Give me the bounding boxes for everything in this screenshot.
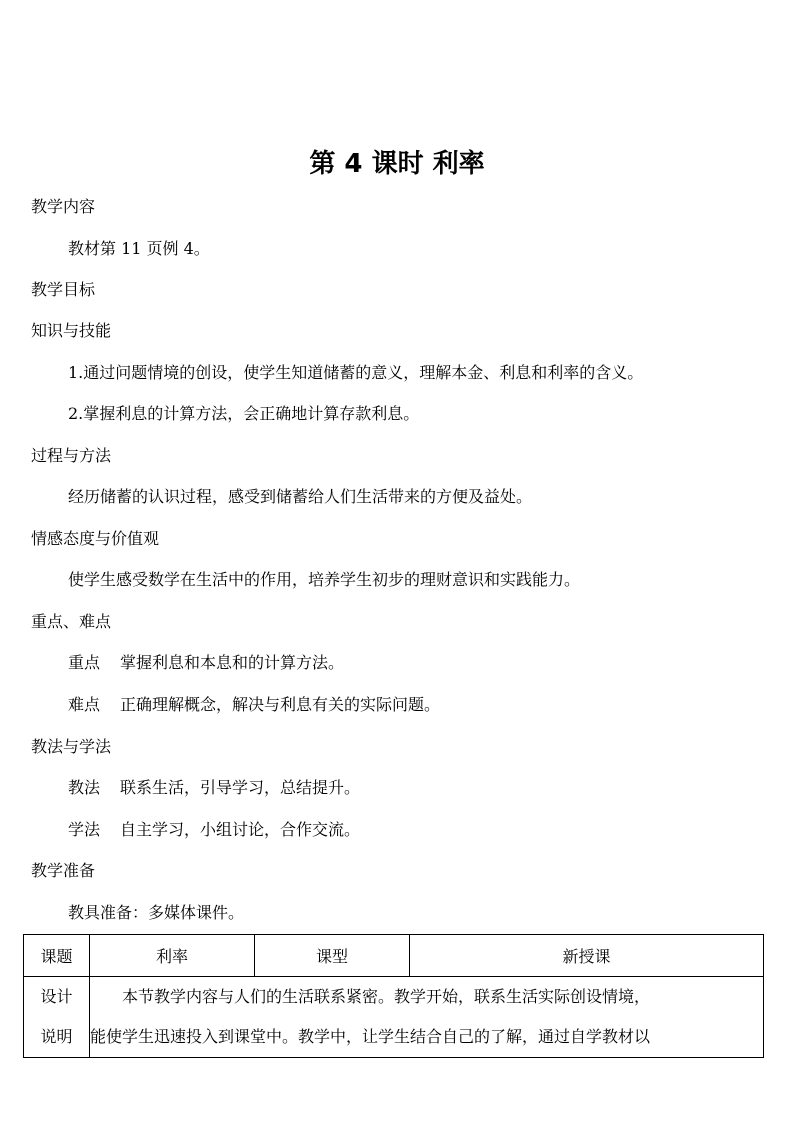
design-note-label-line-2: 说明 [40,1027,73,1046]
type-value-cell: 新授课 [410,935,764,977]
difficult-point-label: 难点 [68,695,101,714]
heading-teaching-preparation: 教学准备 [31,861,96,880]
learning-method-label: 学法 [68,820,101,839]
design-note-label-cell [24,977,90,1058]
teaching-method-text: 联系生活，引导学习，总结提升。 [120,778,361,797]
knowledge-item-2: 2.掌握利息的计算方法，会正确地计算存款利息。 [68,404,420,423]
learning-method-text: 自主学习，小组讨论，合作交流。 [120,820,361,839]
heading-teaching-learning-methods: 教法与学法 [31,737,112,756]
table-row [24,977,764,1058]
difficult-point-line [68,693,440,717]
type-label-cell: 课型 [255,935,410,977]
teaching-content-text: 教材第 11 页例 4。 [68,239,210,258]
heading-key-difficult-points: 重点、难点 [31,612,112,631]
teaching-method-label: 教法 [68,778,101,797]
topic-label-cell: 课题 [24,935,90,977]
topic-value-cell: 利率 [90,935,255,977]
table-row [24,935,764,977]
process-methods-text: 经历储蓄的认识过程，感受到储蓄给人们生活带来的方便及益处。 [68,487,533,506]
design-note-label-line-1: 设计 [40,987,73,1006]
key-point-line [68,651,344,675]
heading-process-methods: 过程与方法 [31,446,112,465]
teaching-preparation-text: 教具准备：多媒体课件。 [68,903,245,922]
design-note-text-cell [90,977,764,1058]
lesson-info-table [23,934,764,1058]
emotion-values-text: 使学生感受数学在生活中的作用，培养学生初步的理财意识和实践能力。 [68,570,581,589]
difficult-point-text: 正确理解概念，解决与利息有关的实际问题。 [120,695,441,714]
design-note-line-2: 能使学生迅速投入到课堂中。教学中，让学生结合自己的了解，通过自学教材以 [90,1027,651,1046]
heading-knowledge-skills: 知识与技能 [31,321,112,340]
key-point-text: 掌握利息和本息和的计算方法。 [120,653,345,672]
heading-emotion-values: 情感态度与价值观 [31,529,160,548]
knowledge-item-1: 1.通过问题情境的创设，使学生知道储蓄的意义，理解本金、利息和利率的含义。 [68,363,644,382]
design-note-line-1: 本节教学内容与人们的生活联系紧密。教学开始，联系生活实际创设情境， [122,987,651,1006]
page-title: 第 4 课时 利率 [309,149,485,179]
heading-teaching-goals: 教学目标 [31,280,96,299]
learning-method-line [68,818,360,842]
heading-teaching-content: 教学内容 [31,197,96,216]
teaching-method-line [68,776,360,800]
key-point-label: 重点 [68,653,101,672]
